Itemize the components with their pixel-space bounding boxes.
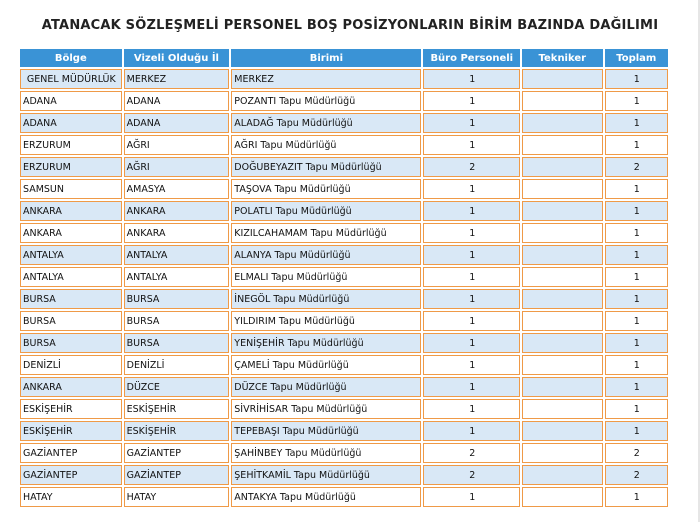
cell-buro-personeli: 1 xyxy=(423,421,520,441)
cell-birim: AĞRI Tapu Müdürlüğü xyxy=(231,135,421,155)
cell-birim: DOĞUBEYAZIT Tapu Müdürlüğü xyxy=(231,157,421,177)
cell-bolge: SAMSUN xyxy=(20,179,122,199)
cell-il: ADANA xyxy=(124,113,230,133)
cell-il: AĞRI xyxy=(124,135,230,155)
cell-birim: ŞAHİNBEY Tapu Müdürlüğü xyxy=(231,443,421,463)
cell-toplam: 1 xyxy=(605,311,668,331)
page-title: ATANACAK SÖZLEŞMELİ PERSONEL BOŞ POSİZYONLARIN BİRİM BAZINDA DAĞILIMI xyxy=(41,18,659,33)
cell-bolge: ANKARA xyxy=(20,377,122,397)
table-row xyxy=(20,223,668,243)
cell-buro-personeli: 1 xyxy=(423,289,520,309)
cell-birim: ELMALI Tapu Müdürlüğü xyxy=(231,267,421,287)
cell-bolge: ESKİŞEHİR xyxy=(20,399,122,419)
cell-toplam: 1 xyxy=(605,421,668,441)
cell-il: DÜZCE xyxy=(124,377,230,397)
cell-il: AMASYA xyxy=(124,179,230,199)
cell-tekniker xyxy=(522,333,603,353)
cell-tekniker xyxy=(522,443,603,463)
cell-bolge: ADANA xyxy=(20,91,122,111)
cell-il: ANKARA xyxy=(124,223,230,243)
cell-buro-personeli: 1 xyxy=(423,69,520,89)
cell-toplam: 1 xyxy=(605,69,668,89)
cell-bolge: BURSA xyxy=(20,311,122,331)
cell-tekniker xyxy=(522,157,603,177)
cell-bolge: GAZİANTEP xyxy=(20,465,122,485)
cell-buro-personeli: 1 xyxy=(423,377,520,397)
cell-bolge: DENİZLİ xyxy=(20,355,122,375)
cell-buro-personeli: 1 xyxy=(423,487,520,507)
cell-buro-personeli: 2 xyxy=(423,465,520,485)
cell-bolge: ADANA xyxy=(20,113,122,133)
cell-buro-personeli: 2 xyxy=(423,157,520,177)
positions-table xyxy=(18,47,670,509)
cell-tekniker xyxy=(522,113,603,133)
cell-buro-personeli: 2 xyxy=(423,443,520,463)
table-row xyxy=(20,157,668,177)
cell-toplam: 2 xyxy=(605,157,668,177)
cell-bolge: GAZİANTEP xyxy=(20,443,122,463)
cell-buro-personeli: 1 xyxy=(423,179,520,199)
cell-buro-personeli: 1 xyxy=(423,201,520,221)
cell-birim: YILDIRIM Tapu Müdürlüğü xyxy=(231,311,421,331)
cell-bolge: BURSA xyxy=(20,333,122,353)
cell-buro-personeli: 1 xyxy=(423,333,520,353)
cell-toplam: 1 xyxy=(605,487,668,507)
cell-toplam: 1 xyxy=(605,245,668,265)
table-header-row xyxy=(20,49,668,67)
cell-toplam: 1 xyxy=(605,333,668,353)
cell-toplam: 1 xyxy=(605,377,668,397)
cell-buro-personeli: 1 xyxy=(423,113,520,133)
cell-tekniker xyxy=(522,245,603,265)
table-row xyxy=(20,443,668,463)
cell-il: GAZİANTEP xyxy=(124,443,230,463)
cell-birim: POLATLI Tapu Müdürlüğü xyxy=(231,201,421,221)
cell-tekniker xyxy=(522,465,603,485)
table-row xyxy=(20,135,668,155)
cell-toplam: 1 xyxy=(605,135,668,155)
cell-il: ANTALYA xyxy=(124,245,230,265)
cell-toplam: 1 xyxy=(605,289,668,309)
cell-birim: ÇAMELİ Tapu Müdürlüğü xyxy=(231,355,421,375)
cell-buro-personeli: 1 xyxy=(423,223,520,243)
cell-birim: ALANYA Tapu Müdürlüğü xyxy=(231,245,421,265)
column-header-bolge: Bölge xyxy=(20,49,122,67)
cell-buro-personeli: 1 xyxy=(423,311,520,331)
column-header-birim: Birimi xyxy=(231,49,421,67)
cell-tekniker xyxy=(522,377,603,397)
cell-toplam: 1 xyxy=(605,355,668,375)
cell-tekniker xyxy=(522,223,603,243)
cell-bolge: ESKİŞEHİR xyxy=(20,421,122,441)
table-row xyxy=(20,399,668,419)
cell-tekniker xyxy=(522,201,603,221)
table-row xyxy=(20,201,668,221)
table-row xyxy=(20,421,668,441)
cell-bolge: HATAY xyxy=(20,487,122,507)
cell-toplam: 2 xyxy=(605,465,668,485)
table-row xyxy=(20,179,668,199)
cell-il: MERKEZ xyxy=(124,69,230,89)
table-row xyxy=(20,267,668,287)
table-body xyxy=(20,69,668,507)
cell-bolge: ERZURUM xyxy=(20,157,122,177)
cell-bolge: ANKARA xyxy=(20,223,122,243)
cell-il: ADANA xyxy=(124,91,230,111)
cell-birim: ŞEHİTKAMİL Tapu Müdürlüğü xyxy=(231,465,421,485)
table-row xyxy=(20,465,668,485)
column-header-il: Vizeli Olduğu İl xyxy=(124,49,230,67)
cell-tekniker xyxy=(522,399,603,419)
table-row xyxy=(20,245,668,265)
cell-toplam: 1 xyxy=(605,179,668,199)
cell-bolge: ANTALYA xyxy=(20,267,122,287)
cell-birim: YENİŞEHİR Tapu Müdürlüğü xyxy=(231,333,421,353)
cell-il: ESKİŞEHİR xyxy=(124,421,230,441)
cell-buro-personeli: 1 xyxy=(423,245,520,265)
cell-toplam: 1 xyxy=(605,399,668,419)
table-row xyxy=(20,289,668,309)
cell-tekniker xyxy=(522,355,603,375)
cell-toplam: 1 xyxy=(605,113,668,133)
cell-il: HATAY xyxy=(124,487,230,507)
cell-bolge: ANTALYA xyxy=(20,245,122,265)
cell-bolge: ANKARA xyxy=(20,201,122,221)
cell-il: BURSA xyxy=(124,289,230,309)
table-row xyxy=(20,487,668,507)
cell-bolge: ERZURUM xyxy=(20,135,122,155)
cell-birim: TEPEBAŞI Tapu Müdürlüğü xyxy=(231,421,421,441)
cell-il: AĞRI xyxy=(124,157,230,177)
table-row xyxy=(20,333,668,353)
cell-tekniker xyxy=(522,267,603,287)
table-row xyxy=(20,113,668,133)
cell-buro-personeli: 1 xyxy=(423,267,520,287)
cell-birim: İNEGÖL Tapu Müdürlüğü xyxy=(231,289,421,309)
cell-tekniker xyxy=(522,421,603,441)
cell-birim: ANTAKYA Tapu Müdürlüğü xyxy=(231,487,421,507)
table-row xyxy=(20,355,668,375)
table-row xyxy=(20,69,668,89)
cell-tekniker xyxy=(522,289,603,309)
cell-il: BURSA xyxy=(124,311,230,331)
cell-il: GAZİANTEP xyxy=(124,465,230,485)
cell-il: ANKARA xyxy=(124,201,230,221)
cell-tekniker xyxy=(522,69,603,89)
cell-buro-personeli: 1 xyxy=(423,399,520,419)
table-row xyxy=(20,91,668,111)
cell-birim: MERKEZ xyxy=(231,69,421,89)
cell-birim: ALADAĞ Tapu Müdürlüğü xyxy=(231,113,421,133)
cell-tekniker xyxy=(522,91,603,111)
cell-il: BURSA xyxy=(124,333,230,353)
cell-birim: SİVRİHİSAR Tapu Müdürlüğü xyxy=(231,399,421,419)
cell-bolge: BURSA xyxy=(20,289,122,309)
cell-il: ANTALYA xyxy=(124,267,230,287)
cell-tekniker xyxy=(522,311,603,331)
table-row xyxy=(20,377,668,397)
cell-buro-personeli: 1 xyxy=(423,135,520,155)
cell-buro-personeli: 1 xyxy=(423,355,520,375)
cell-toplam: 1 xyxy=(605,223,668,243)
cell-toplam: 1 xyxy=(605,267,668,287)
cell-toplam: 2 xyxy=(605,443,668,463)
cell-birim: POZANTI Tapu Müdürlüğü xyxy=(231,91,421,111)
cell-bolge: GENEL MÜDÜRLÜK xyxy=(20,69,122,89)
cell-birim: KIZILCAHAMAM Tapu Müdürlüğü xyxy=(231,223,421,243)
cell-tekniker xyxy=(522,179,603,199)
cell-birim: DÜZCE Tapu Müdürlüğü xyxy=(231,377,421,397)
cell-buro-personeli: 1 xyxy=(423,91,520,111)
cell-birim: TAŞOVA Tapu Müdürlüğü xyxy=(231,179,421,199)
cell-toplam: 1 xyxy=(605,201,668,221)
cell-tekniker xyxy=(522,487,603,507)
column-header-tekniker: Tekniker xyxy=(522,49,603,67)
column-header-toplam: Toplam xyxy=(605,49,668,67)
table-row xyxy=(20,311,668,331)
cell-toplam: 1 xyxy=(605,91,668,111)
cell-il: DENİZLİ xyxy=(124,355,230,375)
cell-tekniker xyxy=(522,135,603,155)
cell-il: ESKİŞEHİR xyxy=(124,399,230,419)
column-header-buro-personeli: Büro Personeli xyxy=(423,49,520,67)
